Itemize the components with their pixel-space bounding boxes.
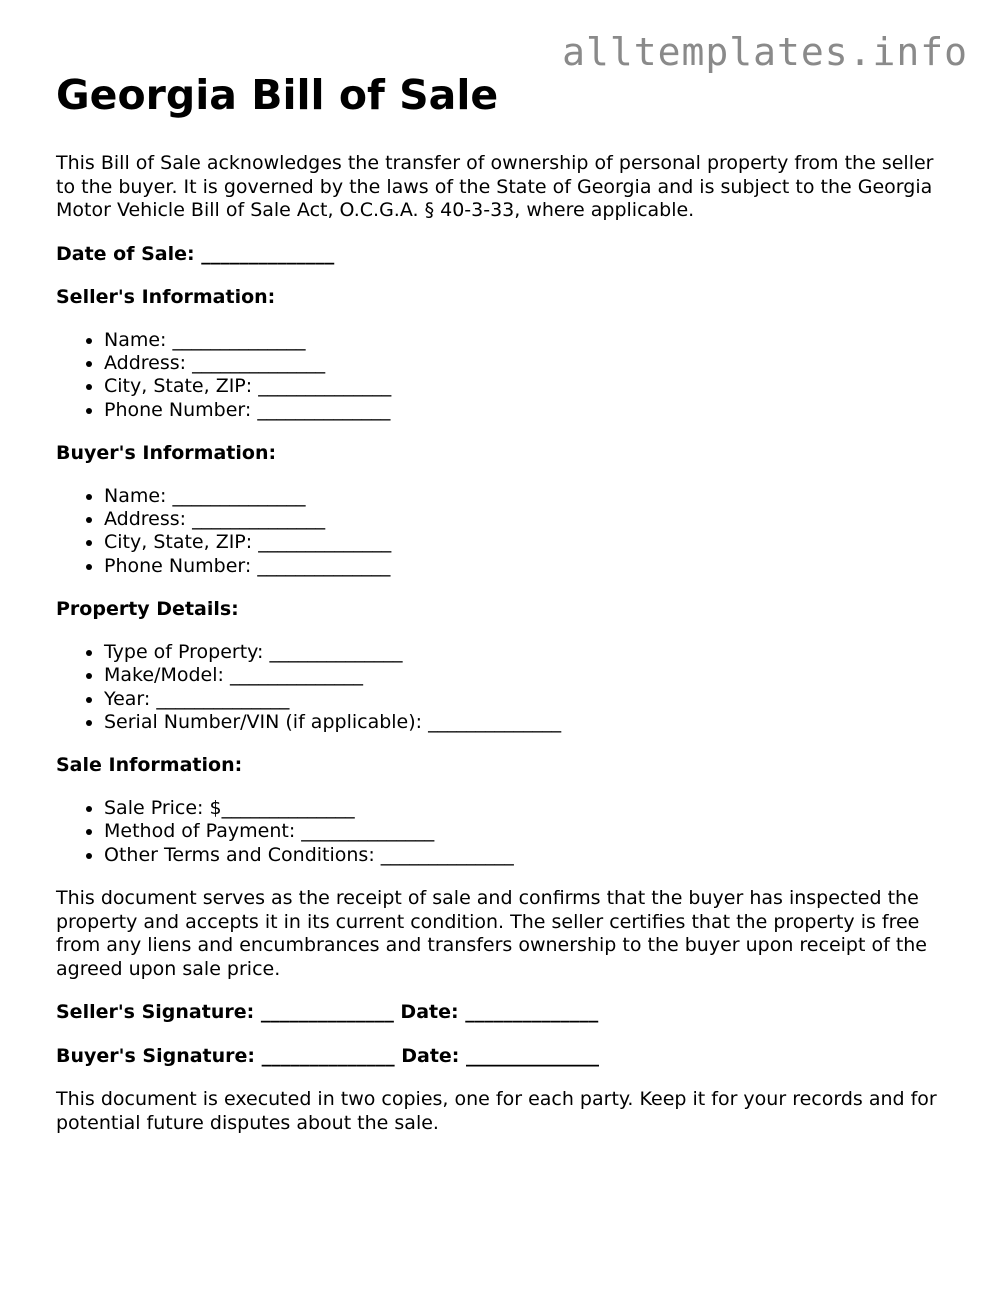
buyer-section-heading: Buyer's Information: bbox=[56, 442, 277, 465]
sale-info-list bbox=[56, 797, 956, 867]
buyer-city-state-zip-field: • City, State, ZIP: ______________ bbox=[104, 531, 956, 554]
watermark: alltemplates.info bbox=[562, 30, 968, 74]
buyer-phone-field: • Phone Number: ______________ bbox=[104, 555, 956, 578]
date-of-sale-field: Date of Sale: ______________ bbox=[56, 242, 335, 265]
buyer-signature-line: Buyer's Signature: ______________ Date: ______________ bbox=[56, 1044, 600, 1067]
seller-section-heading: Seller's Information: bbox=[56, 286, 276, 308]
document-title: Georgia Bill of Sale bbox=[56, 71, 499, 119]
seller-info-list bbox=[56, 329, 956, 423]
property-section-heading: Property Details: bbox=[56, 598, 239, 621]
other-terms-field: • Other Terms and Conditions: ______________ bbox=[104, 844, 956, 867]
sale-section-heading: Sale Information: bbox=[56, 754, 243, 777]
buyer-info-list bbox=[56, 485, 956, 579]
buyer-address-field: • Address: ______________ bbox=[104, 508, 956, 531]
seller-address-field: • Address: ______________ bbox=[104, 352, 956, 375]
year-field: • Year: ______________ bbox=[104, 688, 956, 711]
seller-name-field: • Name: ______________ bbox=[104, 329, 956, 352]
property-details-list bbox=[56, 641, 956, 735]
sale-price-field: • Sale Price: $______________ bbox=[104, 797, 956, 820]
receipt-paragraph: This document serves as the receipt of sale and confirms that the buyer has inspected the property and accepts it in its current condition. The seller certifies that the property is free from any liens and encumbrances and transfers ownership to the buyer upon receipt of the agreed upon sale price. bbox=[56, 887, 927, 980]
document-page bbox=[56, 70, 956, 1135]
property-type-field: • Type of Property: ______________ bbox=[104, 641, 956, 664]
seller-phone-field: • Phone Number: ______________ bbox=[104, 399, 956, 422]
intro-paragraph: This Bill of Sale acknowledges the transfer of ownership of personal property from the seller to the buyer. It is governed by the laws of the State of Georgia and is subject to the Georgia Motor Vehicle Bill of Sale Act, O.C.G.A. § 40-3-33, where applicable. bbox=[56, 152, 934, 221]
make-model-field: • Make/Model: ______________ bbox=[104, 664, 956, 687]
seller-signature-line: Seller's Signature: ______________ Date: ______________ bbox=[56, 1001, 599, 1024]
buyer-name-field: • Name: ______________ bbox=[104, 485, 956, 508]
seller-city-state-zip-field: • City, State, ZIP: ______________ bbox=[104, 375, 956, 398]
serial-vin-field: • Serial Number/VIN (if applicable): ______________ bbox=[104, 711, 956, 734]
payment-method-field: • Method of Payment: ______________ bbox=[104, 820, 956, 843]
final-paragraph: This document is executed in two copies, one for each party. Keep it for your records and for potential future disputes about the sale. bbox=[56, 1088, 937, 1134]
